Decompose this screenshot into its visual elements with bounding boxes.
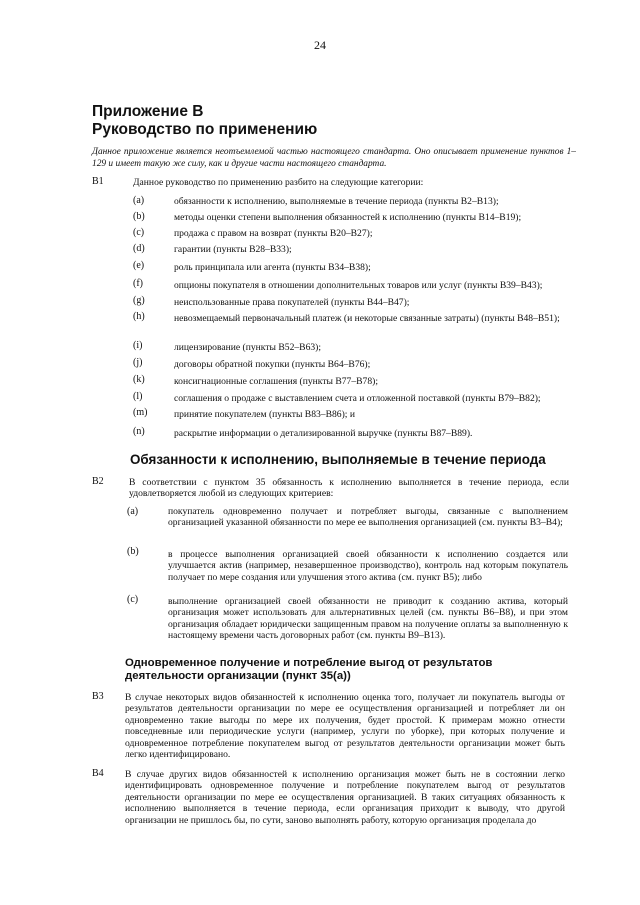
paragraph-label-b1: В1 xyxy=(92,176,104,187)
list-label-b1-e: (e) xyxy=(133,260,145,271)
appendix-title: Приложение В xyxy=(92,103,204,120)
list-item-b1-l: соглашения о продаже с выставлением счета и отложенной поставкой (пункты В79–В82); xyxy=(174,393,541,404)
list-label-b1-d: (d) xyxy=(133,243,145,254)
list-item-b2-a: покупатель одновременно получает и потребляет выгоды, связанные с выполнением организацией указанной обязанности по мере ее выполнения организацией (см. пункты В3–В4); xyxy=(168,506,568,529)
list-label-b1-k: (k) xyxy=(133,374,145,385)
paragraph-b1-text: Данное руководство по применению разбито на следующие категории: xyxy=(133,177,424,188)
list-label-b1-l: (l) xyxy=(133,391,143,402)
list-label-b2-b: (b) xyxy=(127,546,139,557)
section-heading-performance-over-time: Обязанности к исполнению, выполняемые в течение периода xyxy=(130,452,546,467)
list-item-b1-c: продажа с правом на возврат (пункты В20–В27); xyxy=(174,228,373,239)
list-item-b1-a: обязанности к исполнению, выполняемые в течение периода (пункты В2–В13); xyxy=(174,196,499,207)
list-item-b1-j: договоры обратной покупки (пункты В64–В76); xyxy=(174,359,371,370)
list-label-b1-a: (a) xyxy=(133,195,145,206)
list-item-b1-e: роль принципала или агента (пункты В34–В38); xyxy=(174,262,371,273)
appendix-intro: Данное приложение является неотъемлемой частью настоящего стандарта. Оно описывает применение пунктов 1–129 и имеет такую же силу, как и другие части настоящего стандарта. xyxy=(92,147,576,169)
appendix-subtitle: Руководство по применению xyxy=(92,121,318,138)
list-item-b1-n: раскрытие информации о детализированной выручке (пункты В87–В89). xyxy=(174,428,473,439)
paragraph-label-b3: В3 xyxy=(92,691,104,702)
list-item-b1-d: гарантии (пункты В28–В33); xyxy=(174,244,292,255)
list-label-b1-h: (h) xyxy=(133,311,145,322)
list-item-b1-f: опционы покупателя в отношении дополнительных товаров или услуг (пункты В39–В43); xyxy=(174,280,543,291)
list-item-b1-k: консигнационные соглашения (пункты В77–В78); xyxy=(174,376,379,387)
list-item-b1-m: принятие покупателем (пункты В83–В86); и xyxy=(174,409,355,420)
page-number: 24 xyxy=(314,38,326,52)
section-heading-simultaneous-receipt: Одновременное получение и потребление выгод от результатов деятельности организации (пункт 35(а)) xyxy=(125,657,493,683)
list-item-b1-b: методы оценки степени выполнения обязанностей к исполнению (пункты В14–В19); xyxy=(174,212,522,223)
paragraph-b2-text: В соответствии с пунктом 35 обязанность к исполнению выполняется в течение периода, если удовлетворяется любой из следующих критериев: xyxy=(129,477,569,500)
list-item-b1-i: лицензирование (пункты В52–В63); xyxy=(174,342,322,353)
list-label-b1-b: (b) xyxy=(133,211,145,222)
paragraph-b4-text: В случае других видов обязанностей к исполнению организация может быть не в состоянии легко идентифицировать одновременное получение и потребление покупателем выгод от результатов деятельности организации по мере ее осуществления организацией. В таких ситуациях обязанность к исполнению выполняется в течение периода, если организация приходит к выводу, что другой организации не пришлось бы, по сути, заново выполнять работу, которую организация проделала до xyxy=(125,769,565,826)
list-label-b1-n: (n) xyxy=(133,426,145,437)
paragraph-label-b4: В4 xyxy=(92,768,104,779)
list-item-b1-g: неиспользованные права покупателей (пункты В44–В47); xyxy=(174,297,410,308)
list-item-b1-h: невозмещаемый первоначальный платеж (и некоторые связанные затраты) (пункты В48–В51); xyxy=(174,313,560,324)
list-label-b1-j: (j) xyxy=(133,357,143,368)
list-label-b2-c: (c) xyxy=(127,594,139,605)
list-label-b1-c: (c) xyxy=(133,227,145,238)
paragraph-label-b2: В2 xyxy=(92,476,104,487)
paragraph-b3-text: В случае некоторых видов обязанностей к исполнению оценка того, получает ли покупатель выгоды от результатов деятельности организации по мере ее осуществления организацией и потребляет ли он одновременно такие выгоды по мере их получения, будет простой. К примерам можно отнести повседневные или периодические услуги (например, услуги по уборке), при которых получение и одновременное потребление покупателем выгод от результатов деятельности организации может быть легко идентифицировано. xyxy=(125,692,565,761)
list-label-b1-f: (f) xyxy=(133,278,143,289)
list-label-b1-i: (i) xyxy=(133,340,143,351)
list-label-b1-m: (m) xyxy=(133,407,148,418)
list-item-b2-c: выполнение организацией своей обязанности не приводит к созданию актива, который организация может использовать для альтернативных целей (см. пункты В6–В8), и при этом организация обладает юридически защищенным правом на получение оплаты за выполненную к настоящему времени часть договорных работ (см. пункты В9–В13). xyxy=(168,596,568,642)
list-label-b2-a: (a) xyxy=(127,506,139,517)
list-label-b1-g: (g) xyxy=(133,295,145,306)
list-item-b2-b: в процессе выполнения организацией своей обязанности к исполнению создается или улучшается актив (например, незавершенное производство), контроль над которым покупатель получает по мере создания или улучшения этого актива (см. пункт В5); либо xyxy=(168,549,568,583)
